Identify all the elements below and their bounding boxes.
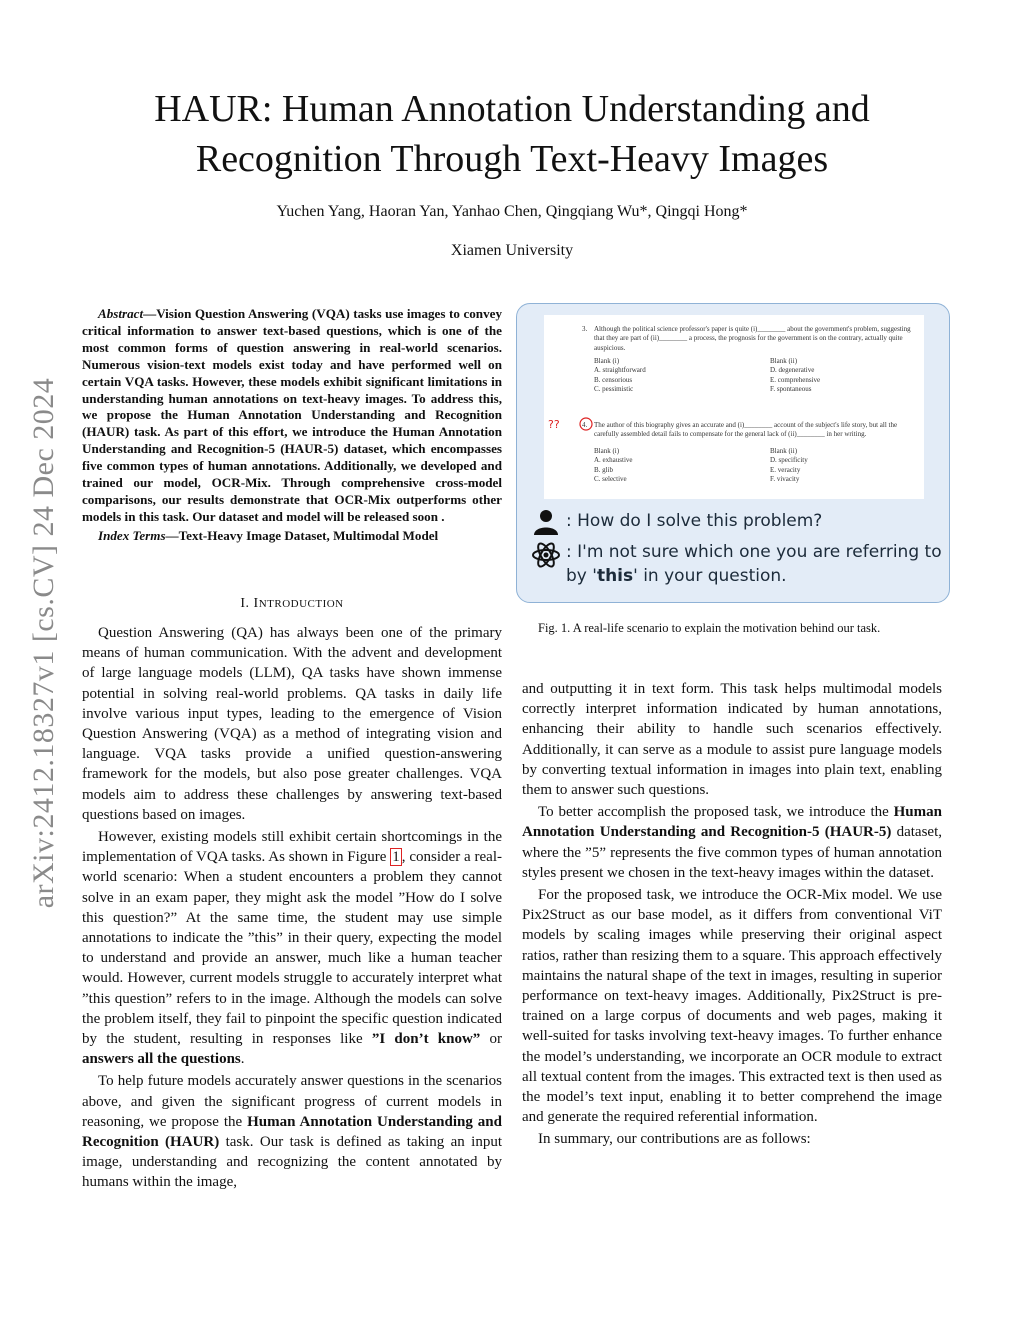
arxiv-watermark <box>22 348 66 938</box>
option: C. pessimistic <box>594 385 634 394</box>
title-line-1: HAUR: Human Annotation Understanding and <box>154 88 870 130</box>
right-paragraph-3: For the proposed task, we introduce the OCR-Mix model. We use Pix2Struct as our base model, as it differs from conventional ViT models by scaling images while preserving their original aspect ratios, rather than resizing them to a square. This approach effectively maintains the natural shape of the text in images, resulting in superior performance on text-heavy images. Additionally, Pix2Struct is pre-trained on a large corpus of documents and web pages, making it well-suited for tasks involving text-heavy images. To further enhance the model’s understanding, we incorporate an OCR module to extract all textual content from the images. This extracted text is then used as the model’s text input, enabling it to better comprehend the image and generate the required referential information. <box>522 887 942 1126</box>
blank-i-label: Blank (i) <box>594 447 620 455</box>
q3-options-left <box>594 357 646 395</box>
option: F. spontaneous <box>770 385 812 394</box>
figure-1-link[interactable]: 1 <box>392 849 400 866</box>
section-title-rest: NTRODUCTION <box>258 598 344 610</box>
p3-text-a: To help future models accurately answer questions in the scenarios above, and given the significant progress of current models in reasoning, we propose the <box>82 1073 502 1130</box>
blank-i-label: Blank (i) <box>594 357 620 365</box>
blank-ii-label: Blank (ii) <box>770 447 798 455</box>
intro-paragraph-1: Question Answering (QA) has always been one of the primary means of human communication. With the advent and development of large language models (LLM), QA tasks have shown immense potential in solving real-world problems. QA tasks in daily life involve various input types, leading to the emergence of Vision Question Answering (VQA) as a method of integrating vision and language. VQA tasks provide a unified question-answering framework for the models, but also pose greater challenges. VQA models aim to address these challenges by answering text-based questions based on images. <box>82 625 502 823</box>
q3-number: 3. <box>582 325 588 333</box>
right-paragraph-1: and outputting it in text form. This task helps multimodal models correctly interpret information indicated by human annotations, enhancing their ability to handle such scenarios effectively. Additionally, it can serve as a module to assist pure language models by converting textual information in images into plain text, enabling them to answer such questions. <box>522 681 942 799</box>
p3-text-b: task. Our task is defined as taking an input image, understanding and recognizing the content annotated by humans within the image, <box>82 1134 502 1191</box>
option: E. veracity <box>770 465 801 474</box>
intro-paragraph-2 <box>82 827 502 1069</box>
option: F. vivacity <box>770 475 800 484</box>
authors: Yuchen Yang, Haoran Yan, Yanhao Chen, Qingqiang Wu*, Qingqi Hong* <box>276 203 748 220</box>
option: C. selective <box>594 475 627 484</box>
exam-scan-image <box>544 315 924 499</box>
question-4 <box>582 421 914 440</box>
model-message-bold-this: this <box>596 566 634 586</box>
option: E. comprehensive <box>770 375 821 384</box>
p2-text-b: , consider a real-world scenario: When a student encounters a problem they cannot solve in an exam paper, they might ask the model ”How do I solve this question?” At the same time, the student may use simple annotations to indicate the ”this” in their query, expecting the model to understand and provide an answer, much like a human teacher would. However, current models struggle to accurately interpret what ”this question” refers to in the image. Although the models can solve the problem itself, they fail to pinpoint the specific question indicated by the student, resulting in responses like <box>82 849 502 1048</box>
right-paragraph-2 <box>522 802 942 883</box>
option: D. specificity <box>770 456 808 465</box>
question-3 <box>582 325 914 353</box>
intro-left-column <box>82 623 502 1193</box>
q4-options-right <box>770 447 808 485</box>
index-terms-label: Index Terms <box>98 527 166 543</box>
p2-bold-dont-know: ”I don’t know” <box>371 1031 481 1048</box>
q3-options-right <box>770 357 820 395</box>
p3-bold-haur: Human Annotation Understanding and Recognition (HAUR) <box>82 1113 502 1151</box>
model-message-text <box>566 540 942 588</box>
paper-title <box>90 84 934 184</box>
blank-ii-label: Blank (ii) <box>770 357 798 365</box>
p2-text-a: However, existing models still exhibit certain shortcomings in the implementation of VQA tasks. As shown in Figure <box>82 829 502 866</box>
arxiv-id-text: arXiv:2412.18327v1 [cs.CV] 24 Dec 2024 <box>27 377 60 909</box>
user-message-text: : How do I solve this problem? <box>566 511 823 531</box>
section-title-initial: I <box>253 596 259 611</box>
right-column-text <box>522 679 942 1150</box>
option: A. straightforward <box>594 366 646 375</box>
right-paragraph-4: In summary, our contributions are as follows: <box>538 1131 811 1148</box>
section-number: I. <box>240 596 250 611</box>
option: B. glib <box>594 465 614 474</box>
model-message-line-1: : I'm not sure which one you are referring to <box>566 542 942 562</box>
p2-text-d: . <box>240 1051 245 1068</box>
q4-number: 4. <box>582 421 588 429</box>
q4-options-left <box>594 447 633 485</box>
model-message-part: by ' <box>566 566 597 586</box>
q3-text: Although the political science professor's paper is quite (i)________ about the government's problem, suggesting that they are part of (ii)________ a process, the prognosis for the government is on the contrary, actually quite auspicious. <box>594 325 911 352</box>
title-line-2: Recognition Through Text-Heavy Images <box>195 138 829 180</box>
rp2-bold-haur5: Human Annotation Understanding and Recognition-5 (HAUR-5) <box>522 804 942 841</box>
index-terms-text: —Text-Heavy Image Dataset, Multimodal Model <box>165 527 439 543</box>
option: A. exhaustive <box>594 456 633 465</box>
abstract-text: —Vision Question Answering (VQA) tasks use images to convey critical information to answer text-based questions, which is one of the most common forms of question answering in real-world scenarios. Numerous vision-text models exist today and have performed well on certain VQA tasks. However, these models exhibit significant limitations in understanding human annotations on text-heavy images. To address this, we propose the Human Annotation Understanding and Recognition (HAUR) task. As part of this effort, we introduce the Human Annotation Understanding and Recognition-5 (HAUR-5) dataset, which encompasses five common types of human annotations. Additionally, we developed and trained our model, OCR-Mix. Through comprehensive cross-model comparisons, our results demonstrate that OCR-Mix outperforms other models in this task. Our dataset and model will be released soon . <box>82 306 502 524</box>
model-message-part: ' in your question. <box>633 566 787 586</box>
figure-1 <box>516 303 950 603</box>
intro-paragraph-3 <box>82 1071 502 1192</box>
rp2-text-b: dataset, where the ”5” represents the five common types of human annotation styles present we chosen in the text-heavy images within the dataset. <box>522 824 942 881</box>
option: D. degenerative <box>770 366 815 375</box>
p2-bold-answers: answers all the questions <box>82 1051 241 1068</box>
red-annotation-scribble <box>546 410 596 440</box>
figure-1-caption: Fig. 1. A real-life scenario to explain the motivation behind our task. <box>538 621 881 635</box>
abstract-label: Abstract <box>98 306 144 321</box>
model-message-line-2 <box>566 564 942 588</box>
abstract <box>82 306 502 545</box>
section-heading <box>82 596 502 612</box>
q4-text: The author of this biography gives an accurate and (i)________ account of the subject's life story, but all the carefully assembled detail fails to compensate for the general lack of (ii)________ in her writing. <box>594 421 898 439</box>
rp2-text-a: To better accomplish the proposed task, we introduce the <box>538 804 894 821</box>
affiliation: Xiamen University <box>450 242 574 259</box>
p2-text-c: or <box>480 1031 502 1048</box>
scribble-marks: ?? <box>548 418 560 431</box>
option: B. censorious <box>594 375 633 384</box>
person-icon <box>533 509 559 535</box>
atom-icon <box>531 540 561 570</box>
